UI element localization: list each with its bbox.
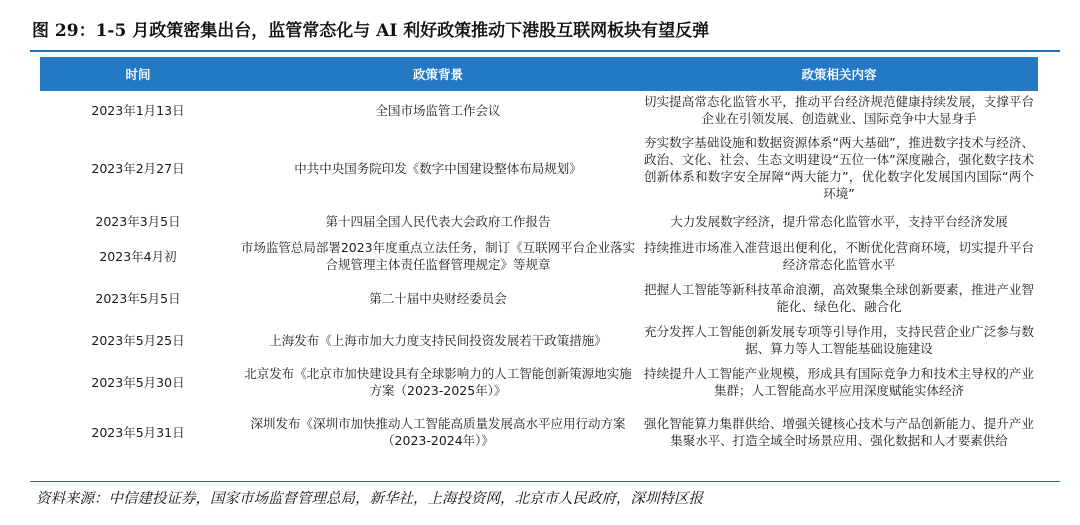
cell-background: 中共中央国务院印发《数字中国建设整体布局规划》 (294, 160, 582, 176)
cell-content: 夯实数字基础设施和数据资源体系“两大基础”，推进数字技术与经济、政治、文化、社会、生态文明建设“五位一体”深度融合，强化数字技术创新体系和数字安全屏障“两大能力”，优化数字化发展国内国际“两个环境” (644, 135, 1034, 201)
header-background: 政策背景 (412, 67, 463, 82)
table-row (40, 91, 1038, 129)
cell-time: 2023年4月初 (99, 248, 177, 264)
cell-background: 第二十届中央财经委员会 (369, 290, 507, 306)
cell-background: 北京发布《北京市加快建设具有全球影响力的人工智能创新策源地实施方案（2023-2025年）》 (244, 366, 632, 398)
table-row (40, 277, 1038, 319)
cell-time: 2023年5月30日 (91, 374, 185, 390)
header-time: 时间 (125, 67, 151, 82)
table-row (40, 207, 1038, 235)
cell-background: 市场监管总局部署2023年度重点立法任务，制订《互联网平台企业落实合规管理主体责任监督管理规定》等规章 (240, 240, 636, 272)
cell-content: 持续推进市场准入准营退出便利化，不断优化营商环境，切实提升平台经济常态化监管水平 (644, 240, 1034, 272)
cell-time: 2023年3月5日 (95, 213, 181, 229)
table-row (40, 361, 1038, 403)
table-row (40, 403, 1038, 461)
cell-time: 2023年2月27日 (91, 160, 185, 176)
cell-time: 2023年5月31日 (91, 424, 185, 440)
cell-background: 第十四届全国人民代表大会政府工作报告 (325, 213, 551, 229)
table-header-row (40, 57, 1038, 91)
title-divider (30, 50, 1060, 52)
header-content: 政策相关内容 (801, 67, 877, 82)
cell-time: 2023年5月5日 (95, 290, 181, 306)
policy-table (40, 57, 1038, 461)
table-row (40, 319, 1038, 361)
source-note: 资料来源：中信建投证券，国家市场监督管理总局，新华社，上海投资网，北京市人民政府，深圳特区报 (36, 491, 703, 507)
cell-content: 把握人工智能等新科技革命浪潮，高效聚集全球创新要素，推进产业智能化、绿色化、融合化 (644, 282, 1034, 314)
cell-background: 全国市场监管工作会议 (375, 102, 501, 118)
table-row (40, 235, 1038, 277)
cell-content: 充分发挥人工智能创新发展专项等引导作用，支持民营企业广泛参与数据、算力等人工智能基础设施建设 (644, 324, 1034, 356)
cell-background: 上海发布《上海市加大力度支持民间投资发展若干政策措施》 (269, 332, 607, 348)
figure-title: 图 29：1-5 月政策密集出台，监管常态化与 AI 利好政策推动下港股互联网板块有望反弹 (32, 21, 710, 41)
cell-content: 持续提升人工智能产业规模，形成具有国际竞争力和技术主导权的产业集群；人工智能高水平应用深度赋能实体经济 (644, 366, 1034, 398)
table-row (40, 129, 1038, 207)
source-divider (30, 481, 1060, 482)
cell-time: 2023年5月25日 (91, 332, 185, 348)
cell-background: 深圳发布《深圳市加快推动人工智能高质量发展高水平应用行动方案（2023-2024年）》 (250, 416, 626, 448)
cell-content: 大力发展数字经济，提升常态化监管水平，支持平台经济发展 (670, 213, 1008, 229)
cell-time: 2023年1月13日 (91, 102, 185, 118)
cell-content: 切实提高常态化监管水平，推动平台经济规范健康持续发展，支撑平台企业在引领发展、创造就业、国际竞争中大显身手 (644, 94, 1034, 126)
cell-content: 强化智能算力集群供给、增强关键核心技术与产品创新能力、提升产业集聚水平、打造全域全时场景应用、强化数据和人才要素供给 (644, 416, 1034, 448)
